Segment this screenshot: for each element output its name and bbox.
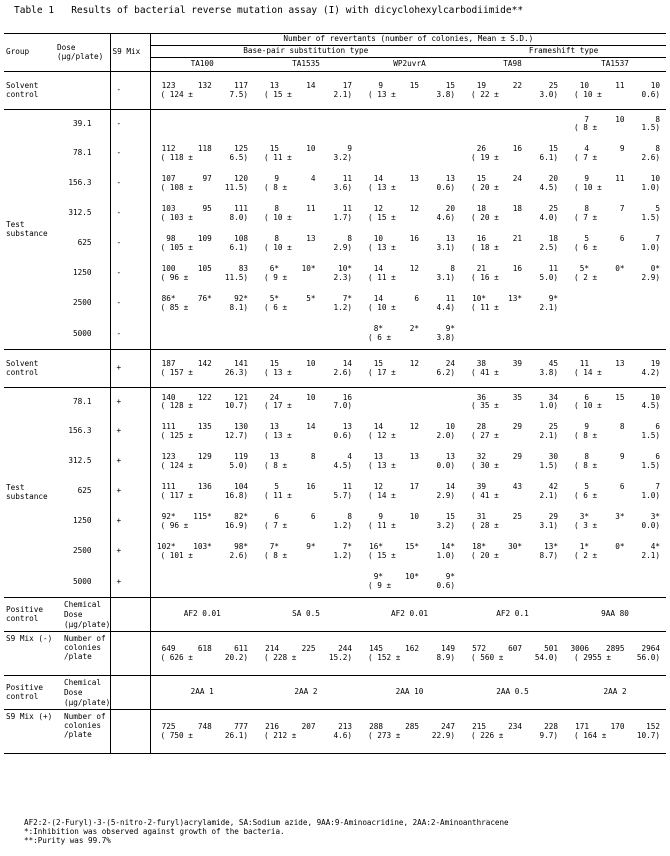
- count-cell: [461, 319, 564, 350]
- count-cell: 171 170 152 ( 164 ± 10.7): [564, 710, 666, 754]
- table-row: [4, 417, 666, 447]
- s9-cell: -: [110, 229, 150, 259]
- chemical-dose: 2AA 10: [358, 676, 461, 710]
- s9-cell: -: [110, 289, 150, 319]
- count-cell: 7* 9* 7* ( 8 ± 1.2): [264, 542, 352, 560]
- count-cell: 6 6 8 ( 7 ± 1.2): [264, 512, 352, 530]
- fs-header: Frameshift type: [461, 46, 666, 58]
- dose-cell: 1250: [72, 268, 92, 278]
- positive-chem-row: [4, 598, 666, 632]
- count-cell: 5* 5* 7* ( 6 ± 1.2): [264, 294, 352, 312]
- s9-cell: +: [110, 350, 150, 388]
- count-cell: 103 95 111 ( 103 ± 8.0): [160, 204, 248, 222]
- s9-cell: +: [110, 447, 150, 477]
- count-cell: 5 6 7 ( 6 ± 1.0): [574, 234, 661, 252]
- strain-ta1537: TA1537: [564, 58, 666, 72]
- dose-cell: 5000: [72, 576, 92, 586]
- count-cell: 9 10 15 ( 11 ± 3.2): [368, 512, 455, 530]
- count-cell: 9 11 10 ( 10 ± 1.0): [574, 174, 661, 192]
- table-row: [4, 319, 666, 350]
- count-cell: [461, 567, 564, 598]
- count-cell: 123 132 117 ( 124 ± 7.5): [150, 72, 254, 110]
- dose-cell: 312.5: [68, 208, 92, 218]
- count-cell: 572 607 501 ( 560 ± 54.0): [461, 632, 564, 676]
- count-cell: 16 21 18 ( 18 ± 2.5): [471, 234, 558, 252]
- count-cell: [150, 567, 254, 598]
- s9-cell: -: [110, 169, 150, 199]
- table-row: [4, 110, 666, 139]
- count-cell: 10 11 10 ( 10 ± 0.6): [564, 72, 666, 110]
- count-cell: 15 24 20 ( 20 ± 4.5): [471, 174, 558, 192]
- table-row: [4, 537, 666, 567]
- strain-ta1535: TA1535: [254, 58, 358, 72]
- dose-cell: 156.3: [68, 178, 92, 188]
- chemical-dose: 2AA 2: [564, 676, 666, 710]
- count-cell: 86* 76* 92* ( 85 ± 8.1): [160, 294, 248, 312]
- count-cell: 10 16 13 ( 13 ± 3.1): [368, 234, 455, 252]
- count-cell: 18 18 25 ( 20 ± 4.0): [471, 204, 558, 222]
- count-cell: 1* 0* 4* ( 2 ± 2.1): [574, 542, 661, 560]
- chemical-dose: 2AA 1: [150, 676, 254, 710]
- count-cell: 15 12 24 ( 17 ± 6.2): [358, 350, 461, 388]
- count-cell: 10* 13* 9* ( 11 ± 2.1): [471, 294, 558, 312]
- count-cell: 15 10 14 ( 13 ± 2.6): [254, 350, 358, 388]
- chemical-dose: 2AA 0.5: [461, 676, 564, 710]
- count-cell: 14 12 8 ( 11 ± 3.1): [368, 264, 455, 282]
- dose-cell: 2500: [72, 546, 92, 556]
- count-cell: 14 13 13 ( 13 ± 0.6): [368, 174, 455, 192]
- dose-cell: 625: [77, 238, 92, 248]
- revertants-header: Number of revertants (number of colonies, Mean ± S.D.): [150, 34, 666, 46]
- count-cell: [564, 567, 666, 598]
- count-cell: 26 16 15 ( 19 ± 6.1): [471, 144, 558, 162]
- count-cell: 123 129 119 ( 124 ± 5.0): [160, 452, 248, 470]
- dose-cell: 39.1: [51, 110, 110, 139]
- count-cell: 111 136 104 ( 117 ± 16.8): [160, 482, 248, 500]
- table-row: [4, 259, 666, 289]
- count-cell: 13 14 17 ( 15 ± 2.1): [254, 72, 358, 110]
- s9-header: S9 Mix: [110, 34, 150, 72]
- count-cell: 215 234 228 ( 226 ± 9.7): [461, 710, 564, 754]
- group-solvent: Solvent control: [4, 350, 51, 388]
- count-cell: 8 11 11 ( 10 ± 1.7): [264, 204, 352, 222]
- group-solvent: Solvent control: [4, 72, 51, 110]
- chemical-dose: AF2 0.1: [461, 598, 564, 632]
- count-cell: 5 16 11 ( 11 ± 5.7): [264, 482, 352, 500]
- positive-chem-row: [4, 676, 666, 710]
- count-cell: [461, 110, 564, 139]
- positive-count-row: [4, 710, 666, 754]
- chemical-dose: AF2 0.01: [358, 598, 461, 632]
- s9-cell: +: [110, 567, 150, 598]
- count-cell: 8 7 5 ( 7 ± 1.5): [574, 204, 661, 222]
- dose-cell: [51, 72, 110, 110]
- table-row: [4, 229, 666, 259]
- dose-cell: 78.1: [72, 148, 92, 158]
- table-row: [4, 72, 666, 110]
- count-cell: [358, 388, 461, 417]
- table-row: [4, 507, 666, 537]
- count-cell: 288 285 247 ( 273 ± 22.9): [358, 710, 461, 754]
- chemical-dose: 9AA 80: [564, 598, 666, 632]
- table-row: [4, 169, 666, 199]
- count-cell: [254, 110, 358, 139]
- count-cell: 6 15 10 ( 10 ± 4.5): [564, 388, 666, 417]
- s9-cell: -: [110, 199, 150, 229]
- group-header: Group: [4, 34, 51, 72]
- dose-cell: 2500: [72, 298, 92, 308]
- results-table: [4, 33, 666, 754]
- count-cell: 3006 2895 2964 ( 2955 ± 56.0): [564, 632, 666, 676]
- count-cell: 5* 0* 0* ( 2 ± 2.9): [574, 264, 661, 282]
- count-cell: 145 162 149 ( 152 ± 8.9): [358, 632, 461, 676]
- count-cell: 24 10 16 ( 17 ± 7.0): [254, 388, 358, 417]
- s9-cell: -: [110, 259, 150, 289]
- count-cell: [358, 110, 461, 139]
- strain-ta98: TA98: [461, 58, 564, 72]
- table-row: [4, 388, 666, 417]
- s9-cell: -: [110, 319, 150, 350]
- count-cell: 15 10 9 ( 11 ± 3.2): [264, 144, 352, 162]
- count-cell: 14 6 11 ( 10 ± 4.4): [368, 294, 455, 312]
- dose-header: Dose (μg/plate): [51, 34, 110, 72]
- count-cell: [358, 139, 461, 169]
- count-cell: 38 39 45 ( 41 ± 3.8): [461, 350, 564, 388]
- count-cell: 13 13 13 ( 13 ± 0.0): [368, 452, 455, 470]
- count-cell: 12 12 20 ( 15 ± 4.6): [368, 204, 455, 222]
- count-cell: 13 8 4 ( 8 ± 4.5): [264, 452, 352, 470]
- count-cell: 9* 10* 9* ( 9 ± 0.6): [368, 572, 455, 590]
- count-cell: 107 97 120 ( 108 ± 11.5): [160, 174, 248, 192]
- table-row: [4, 477, 666, 507]
- chemical-dose: SA 0.5: [254, 598, 358, 632]
- count-cell: 187 142 141 ( 157 ± 26.3): [150, 350, 254, 388]
- count-cell: 5 6 7 ( 6 ± 1.0): [574, 482, 661, 500]
- group-test-substance: Test substance: [4, 388, 51, 598]
- count-cell: [564, 289, 666, 319]
- table-row: [4, 567, 666, 598]
- s9-cell: +: [110, 417, 150, 447]
- chemical-dose: 2AA 2: [254, 676, 358, 710]
- count-cell: [150, 110, 254, 139]
- count-cell: 36 35 34 ( 35 ± 1.0): [461, 388, 564, 417]
- dose-cell: [51, 350, 110, 388]
- count-cell: 725 748 777 ( 750 ± 26.1): [150, 710, 254, 754]
- count-cell: 13 14 13 ( 13 ± 0.6): [264, 422, 352, 440]
- count-cell: 92* 115* 82* ( 96 ± 16.9): [160, 512, 248, 530]
- count-cell: 16* 15* 14* ( 15 ± 1.0): [368, 542, 455, 560]
- count-cell: 9 15 15 ( 13 ± 3.8): [358, 72, 461, 110]
- count-cell: 140 122 121 ( 128 ± 10.7): [150, 388, 254, 417]
- group-test-substance: Test substance: [4, 110, 51, 350]
- table-row: [4, 289, 666, 319]
- dose-cell: 156.3: [68, 426, 92, 436]
- count-cell: 3* 3* 3* ( 3 ± 0.0): [574, 512, 661, 530]
- count-cell: 7 10 8 ( 8 ± 1.5): [564, 110, 666, 139]
- count-cell: 28 29 25 ( 27 ± 2.1): [471, 422, 558, 440]
- count-cell: 98 109 108 ( 105 ± 6.1): [160, 234, 248, 252]
- count-cell: 649 618 611 ( 626 ± 20.2): [150, 632, 254, 676]
- count-cell: 39 43 42 ( 41 ± 2.1): [471, 482, 558, 500]
- table-row: [4, 139, 666, 169]
- s9-cell: +: [110, 537, 150, 567]
- positive-count-row: [4, 632, 666, 676]
- strain-ta100: TA100: [150, 58, 254, 72]
- count-cell: 100 105 83 ( 96 ± 11.5): [160, 264, 248, 282]
- count-cell: 4 9 8 ( 7 ± 2.6): [574, 144, 661, 162]
- count-cell: 32 29 30 ( 30 ± 1.5): [471, 452, 558, 470]
- count-cell: [564, 319, 666, 350]
- chemical-dose: AF2 0.01: [150, 598, 254, 632]
- s9-cell: +: [110, 477, 150, 507]
- count-cell: 21 16 11 ( 16 ± 5.0): [471, 264, 558, 282]
- count-cell: 8 9 6 ( 8 ± 1.5): [574, 452, 661, 470]
- count-cell: 112 118 125 ( 118 ± 6.5): [160, 144, 248, 162]
- count-cell: 9 4 11 ( 8 ± 3.6): [264, 174, 352, 192]
- count-cell: [254, 567, 358, 598]
- count-cell: 214 225 244 ( 228 ± 15.2): [254, 632, 358, 676]
- dose-cell: 625: [77, 486, 92, 496]
- count-cell: 9 8 6 ( 8 ± 1.5): [574, 422, 661, 440]
- footnotes: AF2:2-(2-Furyl)-3-(5-nitro-2-furyl)acrylamide, SA:Sodium azide, 9AA:9-Aminoacridine, 2AA:2-Aminoanthracene *:Inhibition was observed against growth of the bacteria. **:Purity was 99.7%: [24, 818, 509, 846]
- table-row: [4, 447, 666, 477]
- dose-cell: 5000: [72, 328, 92, 338]
- count-cell: [150, 319, 254, 350]
- s9-cell: -: [110, 72, 150, 110]
- table-row: [4, 350, 666, 388]
- count-cell: 11 13 19 ( 14 ± 4.2): [564, 350, 666, 388]
- positive-s9-label: S9 Mix (-) Number of colonies /plate: [4, 632, 110, 676]
- count-cell: [254, 319, 358, 350]
- s9-cell: +: [110, 388, 150, 417]
- dose-cell: 78.1: [51, 388, 110, 417]
- positive-s9-label: S9 Mix (+) Number of colonies /plate: [4, 710, 110, 754]
- count-cell: 19 22 25 ( 22 ± 3.0): [461, 72, 564, 110]
- count-cell: 111 135 130 ( 125 ± 12.7): [160, 422, 248, 440]
- bps-header: Base-pair substitution type: [150, 46, 461, 58]
- count-cell: 18* 30* 13* ( 20 ± 8.7): [471, 542, 558, 560]
- table-title: Table 1 Results of bacterial reverse mutation assay (I) with dicyclohexylcarbodiimide**: [14, 5, 524, 16]
- positive-control-label: Positive control Chemical Dose (μg/plate): [4, 676, 110, 710]
- count-cell: 8 13 8 ( 10 ± 2.9): [264, 234, 352, 252]
- s9-cell: -: [110, 139, 150, 169]
- strain-wp2uvra: WP2uvrA: [358, 58, 461, 72]
- count-cell: 8* 2* 9* ( 6 ± 3.8): [368, 324, 455, 342]
- count-cell: 14 12 10 ( 12 ± 2.0): [368, 422, 455, 440]
- count-cell: 102* 103* 98* ( 101 ± 2.6): [156, 542, 248, 560]
- count-cell: 6* 10* 10* ( 9 ± 2.3): [264, 264, 352, 282]
- count-cell: 12 17 14 ( 14 ± 2.9): [368, 482, 455, 500]
- s9-cell: +: [110, 507, 150, 537]
- dose-cell: 312.5: [68, 456, 92, 466]
- dose-cell: 1250: [72, 516, 92, 526]
- count-cell: 31 25 29 ( 28 ± 3.1): [471, 512, 558, 530]
- s9-cell: -: [110, 110, 150, 139]
- count-cell: 216 207 213 ( 212 ± 4.6): [254, 710, 358, 754]
- positive-control-label: Positive control Chemical Dose (μg/plate): [4, 598, 110, 632]
- table-row: [4, 199, 666, 229]
